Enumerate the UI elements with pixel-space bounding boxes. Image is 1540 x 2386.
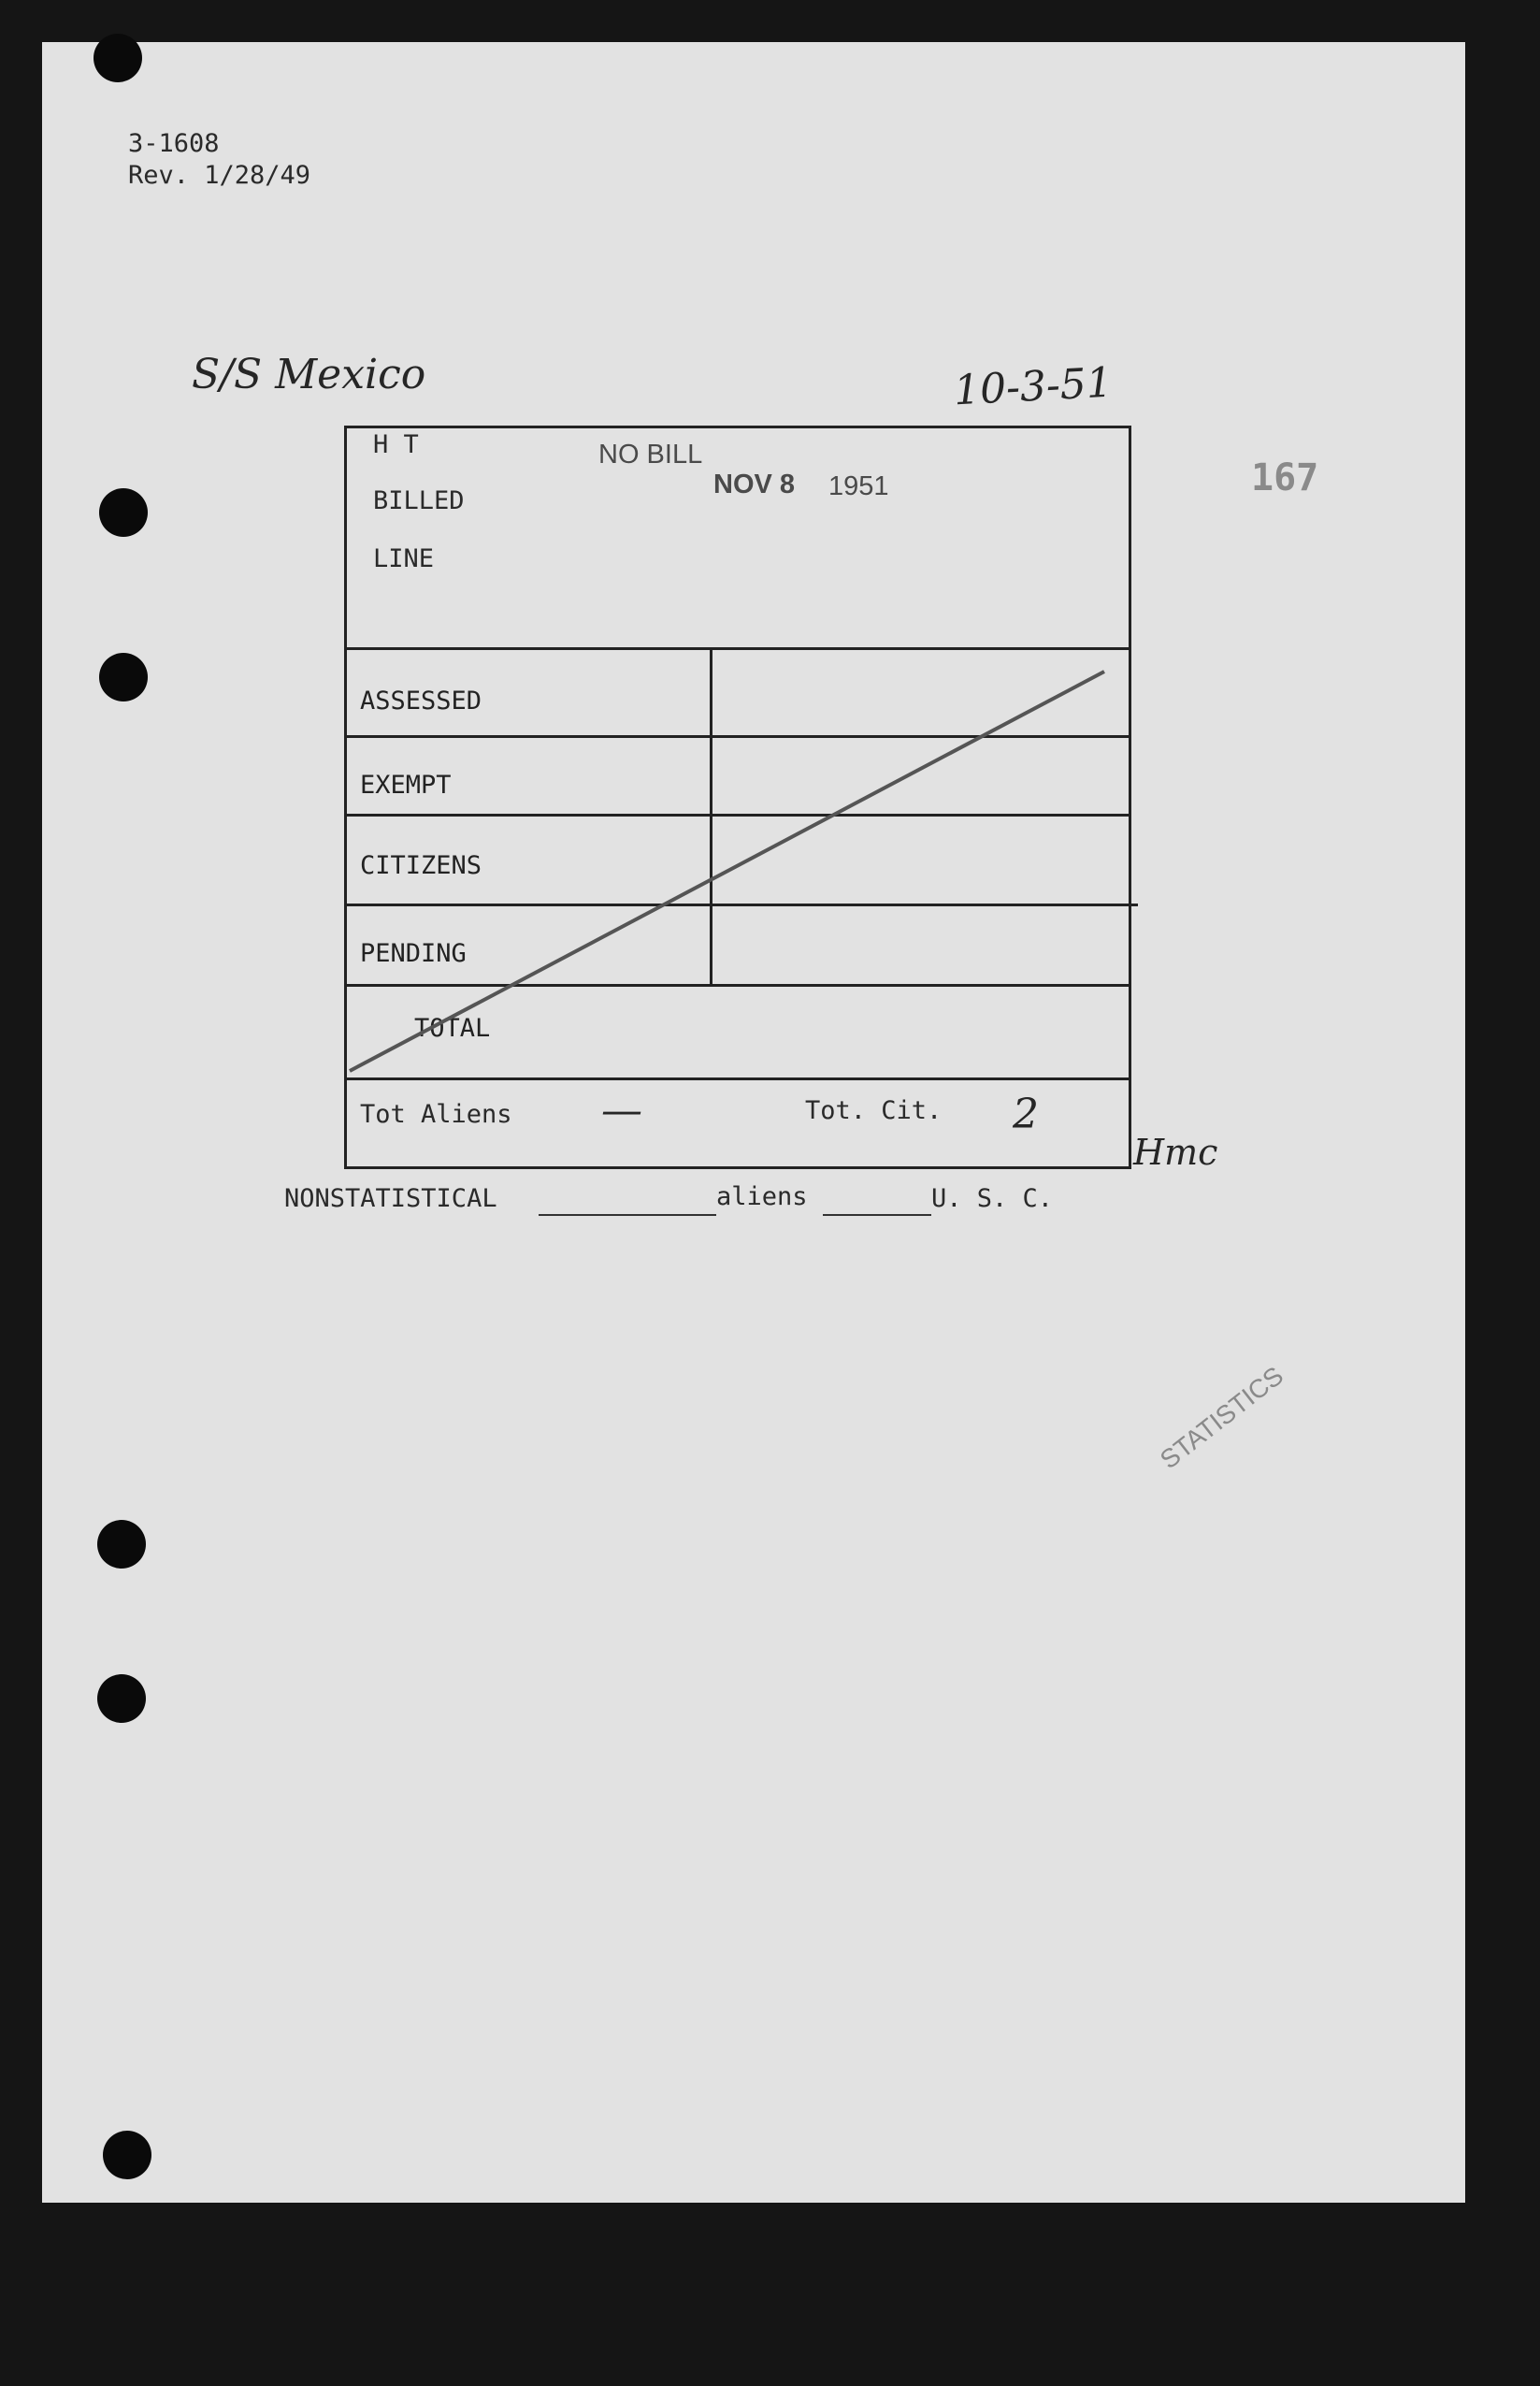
statistics-stamp: STATISTICS <box>1154 1360 1289 1475</box>
aliens-underline <box>823 1214 931 1216</box>
punch-hole-5 <box>97 1674 146 1723</box>
row-label-exempt: EXEMPT <box>360 771 452 800</box>
total-label: TOTAL <box>414 1014 491 1043</box>
header-line-billed: BILLED <box>373 486 465 515</box>
nonstatistical-label: NONSTATISTICAL <box>284 1184 497 1213</box>
header-line-line: LINE <box>373 544 435 573</box>
handwritten-date: 10-3-51 <box>952 358 1114 415</box>
form-table <box>344 426 1131 1169</box>
page-number: 167 <box>1251 456 1319 499</box>
aliens-label: aliens <box>716 1182 808 1211</box>
tot-aliens-mark: — <box>601 1087 642 1135</box>
punch-hole-1 <box>94 34 142 82</box>
punch-hole-3 <box>99 653 148 701</box>
form-revision: Rev. 1/28/49 <box>128 161 311 190</box>
header-line-ht: H T <box>373 430 419 459</box>
form-number: 3-1608 <box>128 129 220 158</box>
stamp-date-year: 1951 <box>828 471 889 501</box>
usc-label: U. S. C. <box>931 1184 1054 1213</box>
stamp-date-month: NOV 8 <box>713 470 796 499</box>
no-bill-stamp: NO BILL <box>598 440 703 470</box>
vessel-name: S/S Mexico <box>192 351 426 398</box>
nonstatistical-underline <box>539 1214 716 1216</box>
tot-aliens-label: Tot Aliens <box>360 1100 512 1129</box>
tot-cit-label: Tot. Cit. <box>805 1096 943 1125</box>
punch-hole-6 <box>103 2131 151 2179</box>
punch-hole-4 <box>97 1520 146 1569</box>
handwritten-initials: Hmc <box>1133 1132 1218 1173</box>
diagonal-strike-line <box>344 426 1131 1169</box>
row-label-pending: PENDING <box>360 939 467 968</box>
row-label-assessed: ASSESSED <box>360 687 482 716</box>
row-label-citizens: CITIZENS <box>360 851 482 880</box>
punch-hole-2 <box>99 488 148 537</box>
tot-cit-value: 2 <box>1013 1091 1039 1138</box>
